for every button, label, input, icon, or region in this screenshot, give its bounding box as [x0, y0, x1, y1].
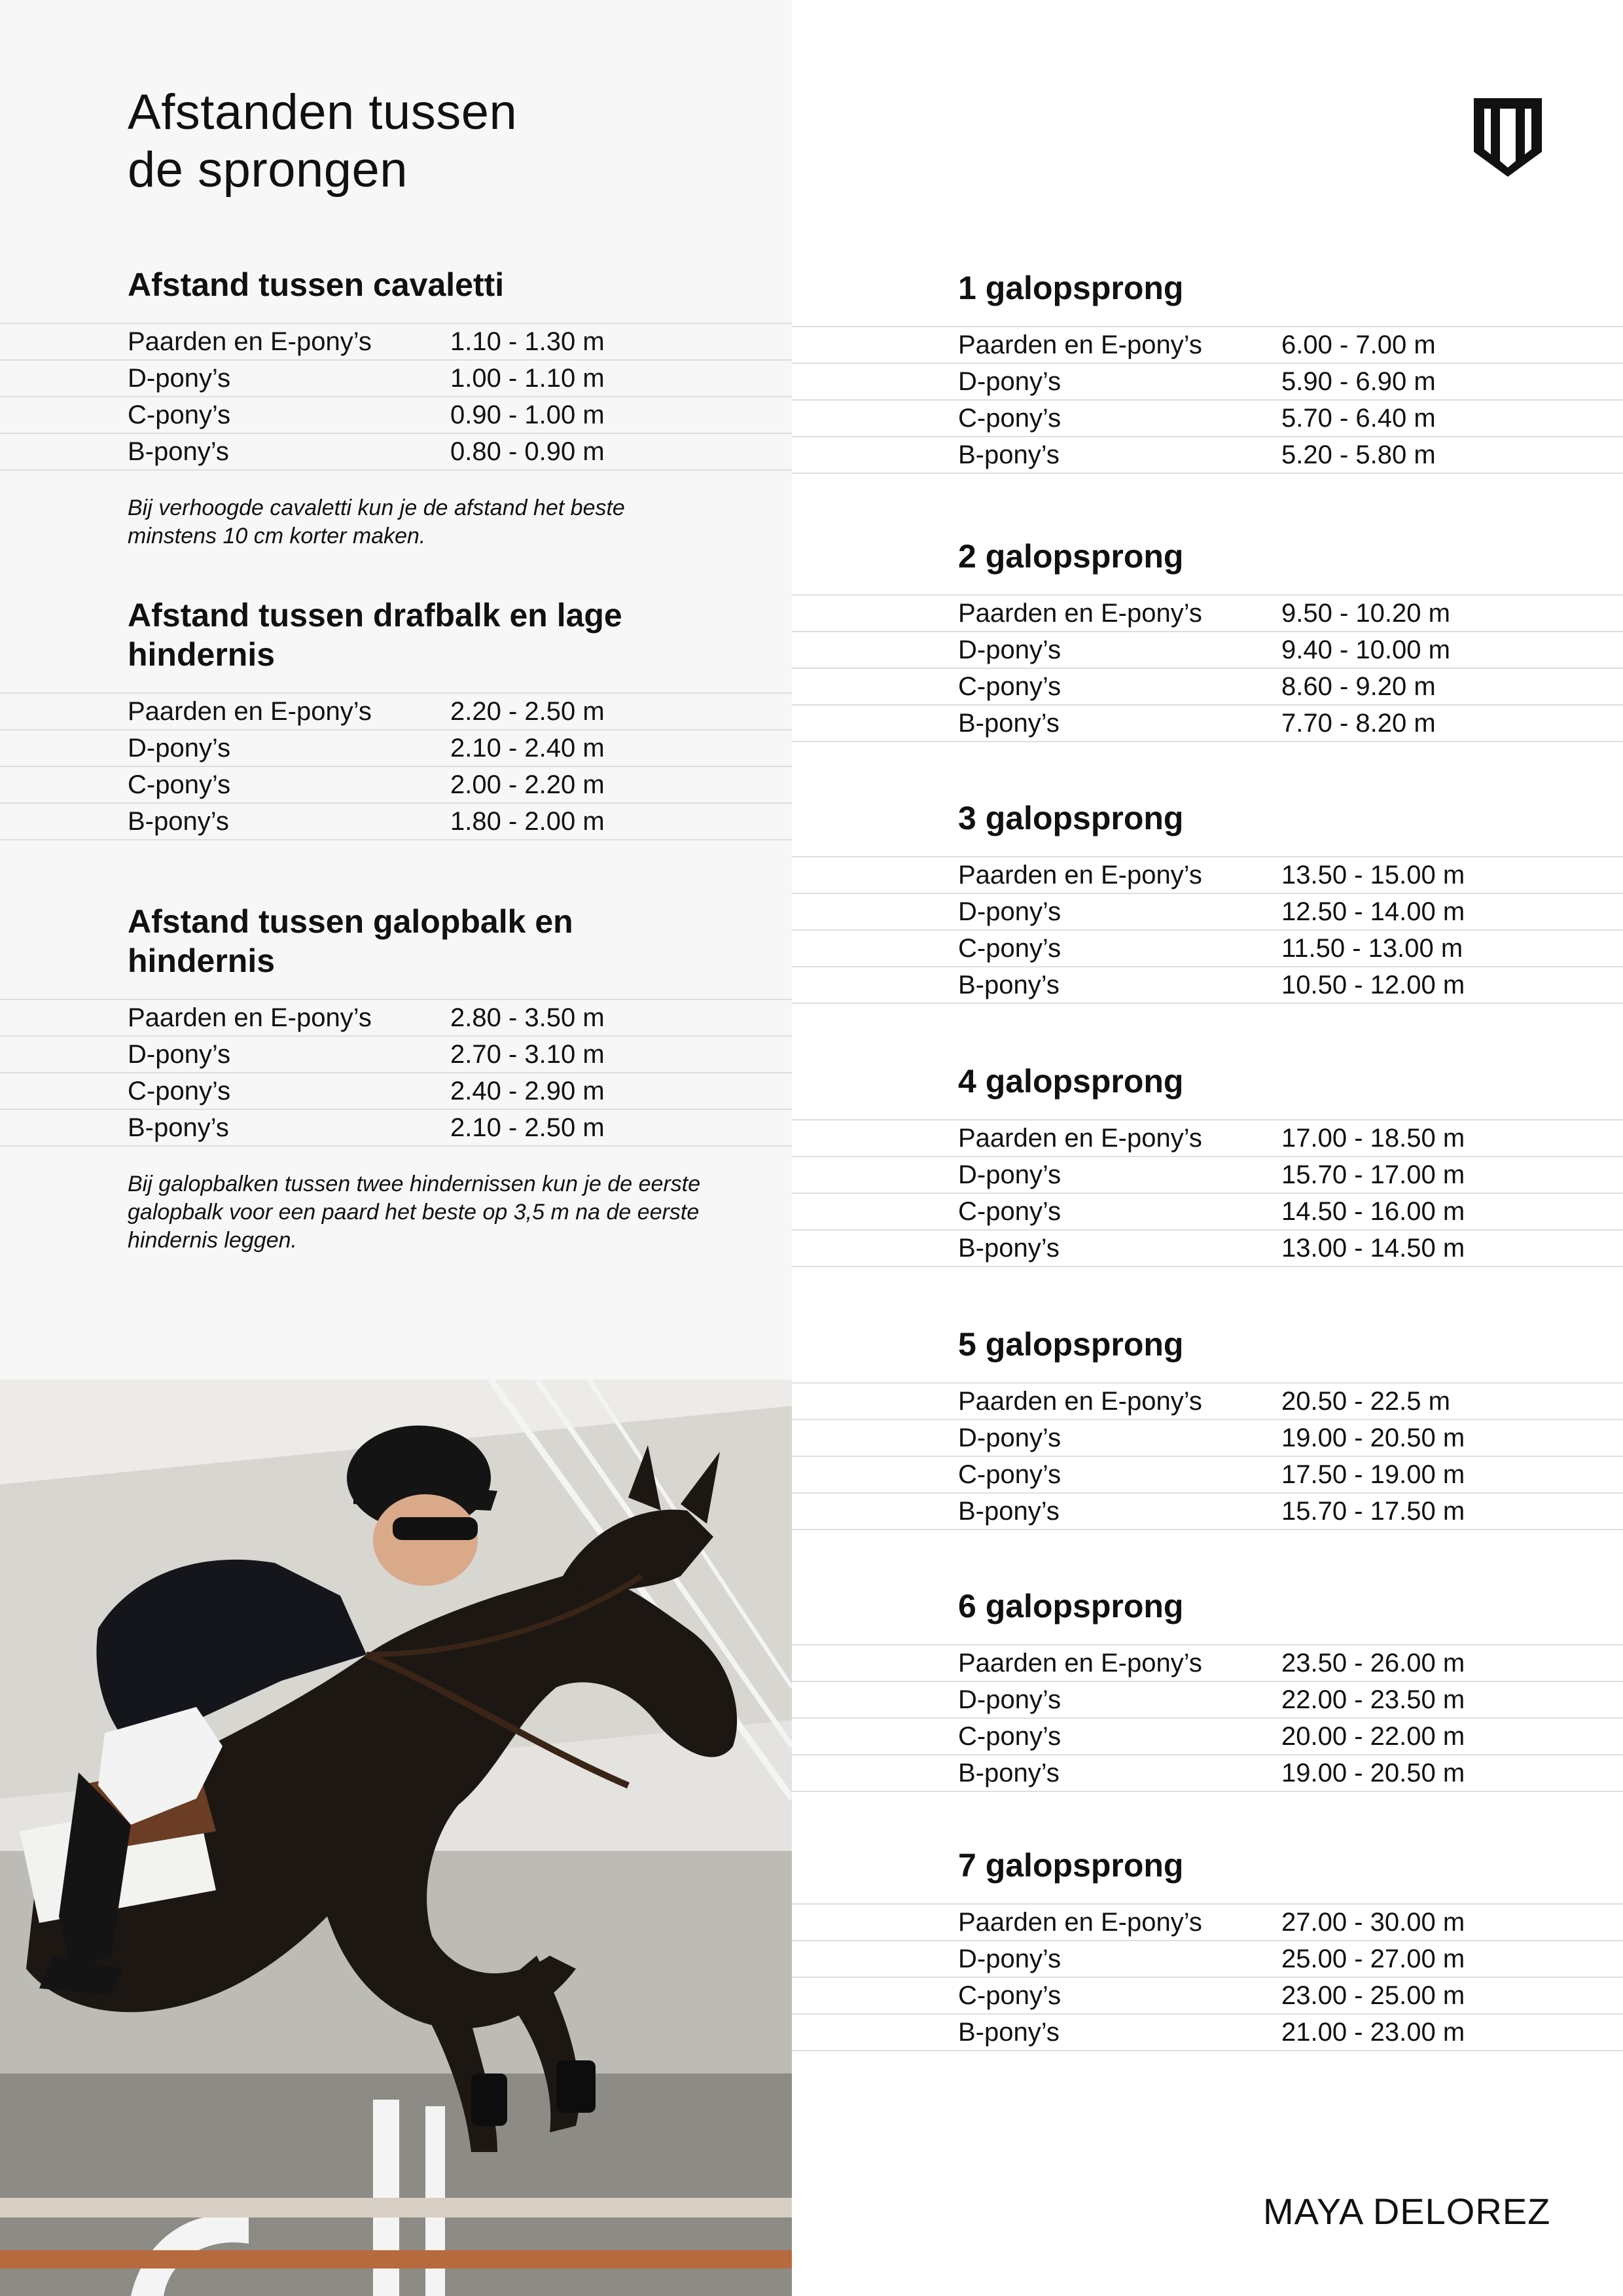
row-value: 13.50 - 15.00 m — [1281, 860, 1465, 889]
distance-table — [0, 323, 792, 471]
section-cavaletti — [0, 265, 792, 550]
table-row — [792, 1645, 1623, 1682]
row-label: B-pony’s — [128, 806, 229, 836]
row-label: Paarden en E-pony’s — [128, 327, 372, 356]
row-label: Paarden en E-pony’s — [958, 1123, 1202, 1153]
table-row — [0, 1073, 792, 1110]
row-value: 15.70 - 17.50 m — [1281, 1496, 1465, 1526]
page-title-line-1: Afstanden tussen — [128, 84, 518, 140]
table-row — [792, 894, 1623, 931]
table-row — [0, 397, 792, 434]
table-row — [792, 931, 1623, 967]
distance-table — [792, 1644, 1623, 1792]
row-value: 19.00 - 20.50 m — [1281, 1423, 1465, 1452]
row-value: 5.70 - 6.40 m — [1281, 403, 1436, 433]
section-title: Afstand tussen cavaletti — [128, 266, 505, 303]
row-value: 1.10 - 1.30 m — [450, 327, 605, 356]
table-row — [0, 1037, 792, 1073]
row-label: C-pony’s — [958, 1721, 1061, 1751]
table-row — [0, 694, 792, 730]
section-title: 4 galopsprong — [958, 1063, 1184, 1100]
distance-table — [792, 1382, 1623, 1530]
row-label: B-pony’s — [958, 1758, 1060, 1787]
section-title: 1 galopsprong — [958, 270, 1184, 306]
row-value: 20.00 - 22.00 m — [1281, 1721, 1465, 1751]
row-value: 19.00 - 20.50 m — [1281, 1758, 1465, 1787]
row-value: 1.80 - 2.00 m — [450, 806, 605, 836]
row-value: 23.00 - 25.00 m — [1281, 1981, 1465, 2010]
row-value: 17.50 - 19.00 m — [1281, 1460, 1465, 1489]
table-row — [792, 1420, 1623, 1457]
row-value: 23.50 - 26.00 m — [1281, 1648, 1465, 1677]
distance-table — [792, 1119, 1623, 1267]
table-row — [792, 857, 1623, 894]
table-row — [792, 1941, 1623, 1978]
row-label: D-pony’s — [958, 1944, 1061, 1973]
row-label: C-pony’s — [128, 770, 231, 799]
row-label: Paarden en E-pony’s — [958, 598, 1202, 628]
row-value: 1.00 - 1.10 m — [450, 363, 605, 393]
row-value: 2.00 - 2.20 m — [450, 770, 605, 799]
table-row — [0, 361, 792, 397]
row-value: 0.80 - 0.90 m — [450, 437, 605, 466]
table-row — [792, 1194, 1623, 1230]
row-label: D-pony’s — [958, 1423, 1061, 1452]
shield-logo-icon — [1471, 96, 1544, 179]
row-label: D-pony’s — [128, 363, 231, 393]
row-value: 0.90 - 1.00 m — [450, 400, 605, 429]
section-title: Afstand tussen drafbalk en lage hindernis — [128, 597, 622, 673]
section-title: 3 galopsprong — [958, 800, 1184, 836]
row-label: C-pony’s — [958, 672, 1061, 701]
section-galopsprong-5 — [792, 1325, 1623, 1530]
table-row — [0, 767, 792, 804]
table-row — [792, 1457, 1623, 1494]
table-row — [0, 434, 792, 471]
row-value: 2.80 - 3.50 m — [450, 1003, 605, 1032]
row-value: 25.00 - 27.00 m — [1281, 1944, 1465, 1973]
table-row — [0, 804, 792, 840]
section-title: 7 galopsprong — [958, 1847, 1184, 1884]
row-value: 9.40 - 10.00 m — [1281, 635, 1450, 664]
row-label: B-pony’s — [958, 440, 1060, 469]
distance-table — [0, 999, 792, 1147]
row-value: 7.70 - 8.20 m — [1281, 708, 1436, 738]
row-label: B-pony’s — [958, 708, 1060, 738]
section-galopsprong-2 — [792, 537, 1623, 742]
row-label: B-pony’s — [958, 2017, 1060, 2047]
table-row — [792, 706, 1623, 742]
section-title: Afstand tussen galopbalk en hindernis — [128, 903, 573, 979]
row-label: D-pony’s — [958, 367, 1061, 396]
row-label: D-pony’s — [958, 635, 1061, 664]
row-value: 12.50 - 14.00 m — [1281, 897, 1465, 926]
row-label: B-pony’s — [958, 1233, 1060, 1263]
section-galopsprong-4 — [792, 1062, 1623, 1267]
row-value: 2.70 - 3.10 m — [450, 1039, 605, 1069]
row-label: D-pony’s — [958, 897, 1061, 926]
row-label: B-pony’s — [958, 1496, 1060, 1526]
section-galopsprong-6 — [792, 1587, 1623, 1792]
section-title: 5 galopsprong — [958, 1326, 1184, 1363]
distance-table — [792, 1903, 1623, 2051]
horse-jumping-photo — [0, 1380, 792, 2296]
section-galopsprong-1 — [792, 268, 1623, 474]
row-label: D-pony’s — [128, 1039, 231, 1069]
row-label: C-pony’s — [958, 933, 1061, 963]
row-value: 13.00 - 14.50 m — [1281, 1233, 1465, 1263]
table-row — [792, 401, 1623, 437]
table-row — [792, 1978, 1623, 2015]
row-label: C-pony’s — [958, 403, 1061, 433]
table-row — [792, 1121, 1623, 1157]
row-label: B-pony’s — [958, 970, 1060, 999]
distance-table — [792, 856, 1623, 1004]
row-value: 17.00 - 18.50 m — [1281, 1123, 1465, 1153]
table-row — [792, 1384, 1623, 1420]
table-row — [0, 1000, 792, 1037]
section-galopbalk — [0, 902, 792, 1255]
table-row — [792, 1157, 1623, 1194]
row-label: C-pony’s — [128, 1076, 231, 1105]
table-row — [0, 730, 792, 767]
row-label: Paarden en E-pony’s — [128, 696, 372, 726]
table-row — [792, 2015, 1623, 2051]
row-label: C-pony’s — [958, 1460, 1061, 1489]
section-galopsprong-7 — [792, 1846, 1623, 2051]
distance-table — [0, 692, 792, 840]
row-label: D-pony’s — [958, 1160, 1061, 1189]
table-row — [792, 1682, 1623, 1719]
row-value: 27.00 - 30.00 m — [1281, 1907, 1465, 1937]
section-title: 6 galopsprong — [958, 1588, 1184, 1624]
row-label: Paarden en E-pony’s — [128, 1003, 372, 1032]
table-row — [792, 1905, 1623, 1941]
table-row — [792, 596, 1623, 632]
row-value: 5.90 - 6.90 m — [1281, 367, 1436, 396]
section-galopsprong-3 — [792, 798, 1623, 1004]
page-title — [128, 84, 517, 199]
section-drafbalk — [0, 596, 792, 840]
row-label: B-pony’s — [128, 437, 229, 466]
table-row — [792, 967, 1623, 1004]
row-value: 9.50 - 10.20 m — [1281, 598, 1450, 628]
row-label: B-pony’s — [128, 1113, 229, 1142]
row-value: 2.10 - 2.50 m — [450, 1113, 605, 1142]
distance-table — [792, 326, 1623, 474]
row-label: C-pony’s — [958, 1981, 1061, 2010]
row-label: Paarden en E-pony’s — [958, 330, 1202, 359]
row-label: C-pony’s — [958, 1196, 1061, 1226]
row-label: D-pony’s — [128, 733, 231, 762]
table-row — [792, 1755, 1623, 1792]
brand-wordmark: MAYA DELOREZ — [1263, 2191, 1551, 2232]
row-value: 20.50 - 22.5 m — [1281, 1386, 1450, 1416]
row-label: Paarden en E-pony’s — [958, 1907, 1202, 1937]
table-row — [792, 364, 1623, 401]
distance-table — [792, 594, 1623, 742]
table-row — [792, 669, 1623, 706]
page-title-line-2: de sprongen — [128, 142, 408, 198]
row-label: Paarden en E-pony’s — [958, 1386, 1202, 1416]
row-value: 14.50 - 16.00 m — [1281, 1196, 1465, 1226]
section-title: 2 galopsprong — [958, 538, 1184, 575]
section-note: Bij verhoogde cavaletti kun je de afstand het beste minstens 10 cm korter maken. — [128, 495, 625, 548]
row-value: 2.20 - 2.50 m — [450, 696, 605, 726]
row-value: 11.50 - 13.00 m — [1281, 933, 1463, 963]
table-row — [792, 632, 1623, 669]
table-row — [792, 327, 1623, 364]
table-row — [792, 1719, 1623, 1755]
row-value: 5.20 - 5.80 m — [1281, 440, 1436, 469]
row-value: 2.10 - 2.40 m — [450, 733, 605, 762]
row-label: Paarden en E-pony’s — [958, 1648, 1202, 1677]
table-row — [0, 1110, 792, 1147]
row-label: C-pony’s — [128, 400, 231, 429]
table-row — [792, 437, 1623, 474]
row-label: D-pony’s — [958, 1685, 1061, 1714]
row-value: 2.40 - 2.90 m — [450, 1076, 605, 1105]
row-value: 15.70 - 17.00 m — [1281, 1160, 1465, 1189]
row-label: Paarden en E-pony’s — [958, 860, 1202, 889]
row-value: 6.00 - 7.00 m — [1281, 330, 1436, 359]
table-row — [792, 1494, 1623, 1530]
table-row — [0, 324, 792, 361]
row-value: 8.60 - 9.20 m — [1281, 672, 1436, 701]
row-value: 22.00 - 23.50 m — [1281, 1685, 1465, 1714]
row-value: 10.50 - 12.00 m — [1281, 970, 1465, 999]
table-row — [792, 1230, 1623, 1267]
section-note: Bij galopbalken tussen twee hindernissen kun je de eerste galopbalk voor een paard het beste op 3,5 m na de eerste hindernis leggen. — [128, 1172, 701, 1253]
row-value: 21.00 - 23.00 m — [1281, 2017, 1465, 2047]
